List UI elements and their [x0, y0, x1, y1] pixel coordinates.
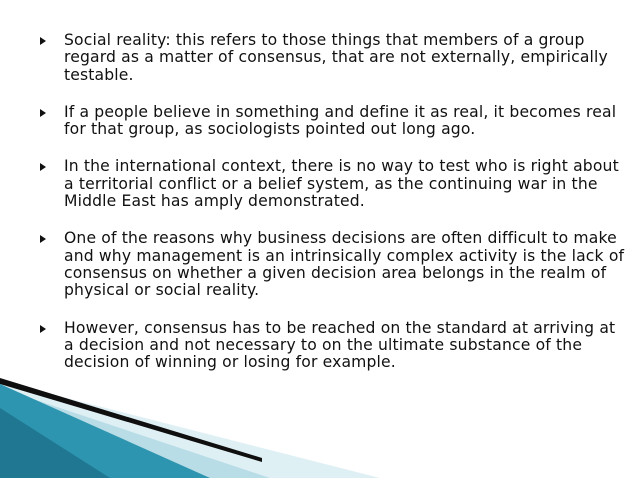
corner-decoration — [0, 378, 638, 478]
bullet-text: One of the reasons why business decisions are often difficult to make and why management is an intrinsically complex activity is the lack of consensus on whether a given decision area belongs in the realm of physical or social reality. — [64, 229, 625, 300]
arrow-bullet-icon — [40, 37, 46, 45]
bullet-item — [40, 104, 630, 139]
bullet-text: However, consensus has to be reached on the standard at arriving at a decision and not necessary to on the ultimate substance of the decision of winning or losing for example. — [64, 318, 616, 372]
arrow-bullet-icon — [40, 325, 46, 333]
bullet-item — [40, 158, 630, 210]
bullet-text: If a people believe in something and define it as real, it becomes real for that group, as sociologists pointed out long ago. — [64, 102, 617, 139]
bullet-item — [40, 32, 630, 84]
arrow-bullet-icon — [40, 235, 46, 243]
arrow-bullet-icon — [40, 163, 46, 171]
bullet-term: Social reality: — [64, 31, 171, 49]
bullet-item — [40, 320, 630, 372]
bullet-list — [40, 32, 630, 391]
bullet-text: In the international context, there is no way to test who is right about a territorial conflict or a belief system, as the continuing war in the Middle East has amply demonstrated. — [64, 157, 619, 211]
bullet-item — [40, 230, 630, 299]
arrow-bullet-icon — [40, 109, 46, 117]
bullet-text: this refers to those things that members of a group regard as a matter of consensus, that are not externally, empirically testable. — [64, 31, 608, 84]
